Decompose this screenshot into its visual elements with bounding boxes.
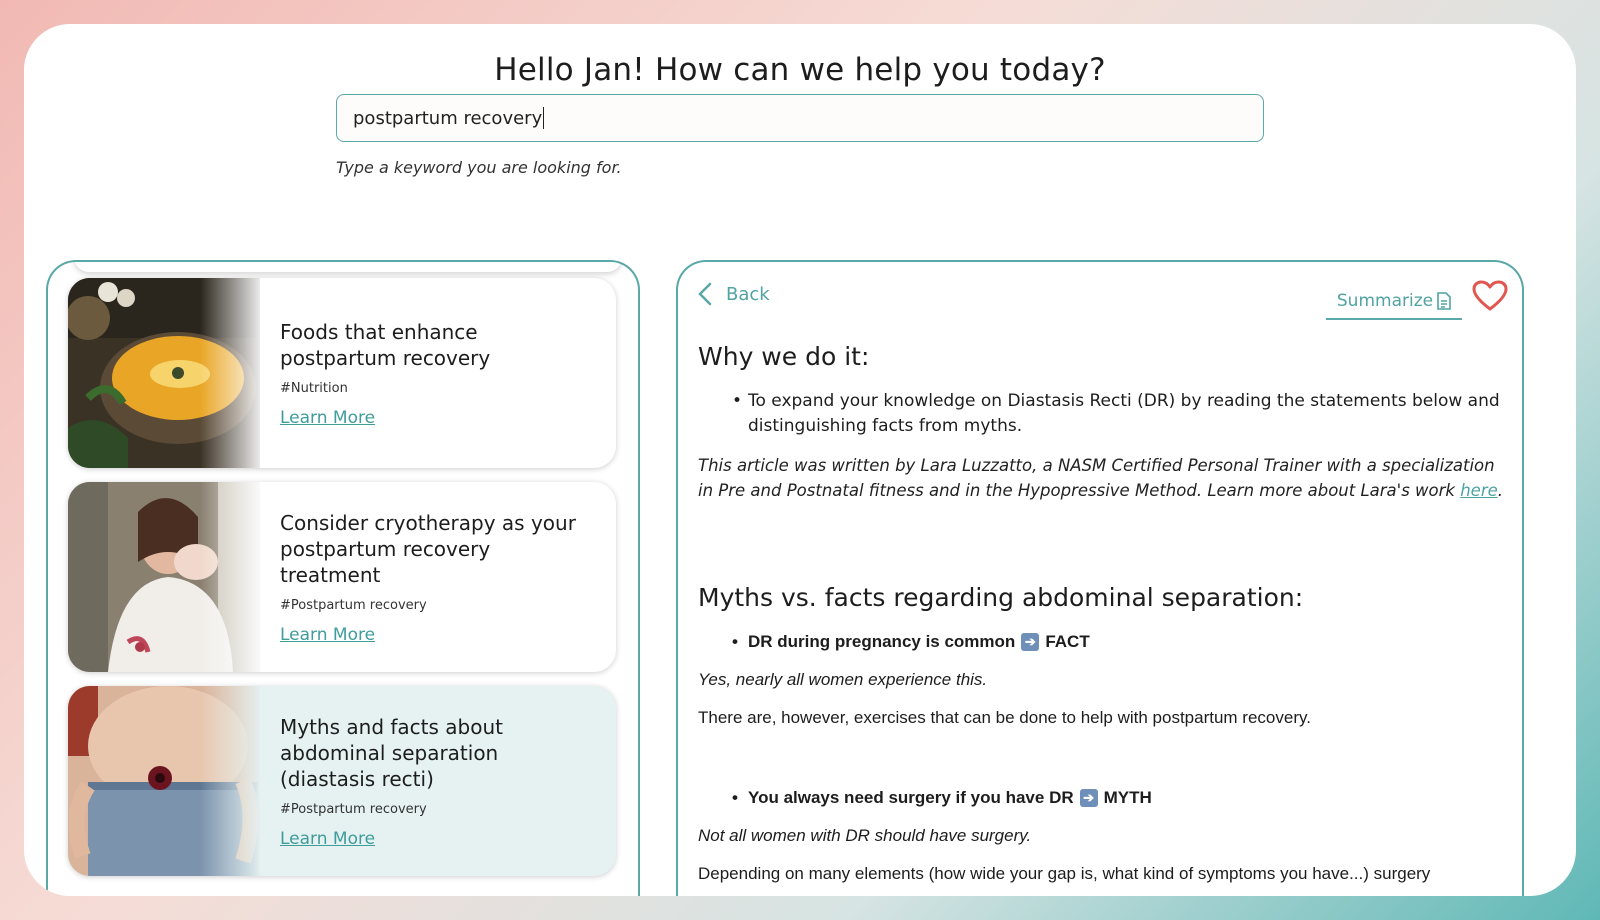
result-title: Consider cryotherapy as your postpartum recovery treatment <box>280 510 576 587</box>
search-helper-text: Type a keyword you are looking for. <box>336 158 622 177</box>
section-title: Why we do it: <box>698 342 870 371</box>
claim-verdict: MYTH <box>1103 788 1152 807</box>
result-card[interactable] <box>68 278 616 468</box>
bullet-item: • To expand your knowledge on Diastasis Recti (DR) by reading the statements below and distinguishing facts from myths. <box>732 389 1508 439</box>
right-arrow-icon: ➔ <box>1021 633 1039 651</box>
claim-explanation: Depending on many elements (how wide your gap is, what kind of symptoms you have...) surgery <box>698 864 1431 883</box>
document-icon <box>1437 292 1451 310</box>
claim-statement: DR during pregnancy is common <box>748 632 1016 651</box>
summarize-button[interactable] <box>1326 284 1462 320</box>
result-card[interactable] <box>68 482 616 672</box>
claim-item: • You always need surgery if you have DR ➔ MYTH <box>732 788 1152 807</box>
search-input[interactable]: postpartum recovery <box>353 107 543 129</box>
soup-bowl-image <box>68 278 260 468</box>
heart-icon <box>1472 280 1508 312</box>
byline-text: This article was written by Lara Luzzatto, a NASM Certified Personal Trainer with a specialization in Pre and Postnatal fitness and in the Hypopressive Method. Learn more about Lara's work <box>698 456 1495 500</box>
claim-statement: You always need surgery if you have DR <box>748 788 1074 807</box>
claim-answer: Not all women with DR should have surgery. <box>698 826 1032 845</box>
section-title: Myths vs. facts regarding abdominal separation: <box>698 583 1304 612</box>
learn-more-link[interactable]: Learn More <box>280 624 376 645</box>
article-content <box>698 342 1508 884</box>
page-title: Hello Jan! How can we help you today? <box>494 52 1106 88</box>
bullet-text: To expand your knowledge on Diastasis Recti (DR) by reading the statements below and distinguishing facts from myths. <box>748 391 1500 436</box>
result-tag: #Postpartum recovery <box>280 801 427 817</box>
back-label: Back <box>726 283 770 305</box>
learn-more-link[interactable]: Learn More <box>280 828 376 849</box>
result-title: Myths and facts about abdominal separation (diastasis recti) <box>280 714 503 791</box>
search-field[interactable] <box>336 94 1264 142</box>
claim-explanation: There are, however, exercises that can be done to help with postpartum recovery. <box>698 708 1311 727</box>
text-caret <box>543 107 544 129</box>
result-tag: #Postpartum recovery <box>280 597 427 613</box>
chevron-left-icon <box>698 282 712 306</box>
previous-card-edge <box>74 260 622 272</box>
author-link[interactable]: here <box>1460 481 1498 500</box>
author-byline <box>698 453 1508 503</box>
result-card-selected[interactable] <box>68 686 616 876</box>
abdomen-image <box>68 686 260 876</box>
claim-verdict: FACT <box>1045 632 1090 651</box>
claim-answer: Yes, nearly all women experience this. <box>698 670 988 689</box>
claim-item: • DR during pregnancy is common ➔ FACT <box>732 632 1090 651</box>
result-tag: #Nutrition <box>280 380 348 396</box>
app-window <box>24 24 1576 896</box>
mother-baby-image <box>68 482 260 672</box>
results-panel <box>46 260 640 896</box>
result-title: Foods that enhance postpartum recovery <box>280 319 491 370</box>
back-button[interactable] <box>698 282 770 306</box>
summarize-label: Summarize <box>1336 291 1434 311</box>
learn-more-link[interactable]: Learn More <box>280 407 376 428</box>
favorite-button[interactable] <box>1472 280 1508 317</box>
right-arrow-icon: ➔ <box>1080 789 1098 807</box>
article-panel <box>676 260 1524 896</box>
byline-period: . <box>1497 481 1504 500</box>
